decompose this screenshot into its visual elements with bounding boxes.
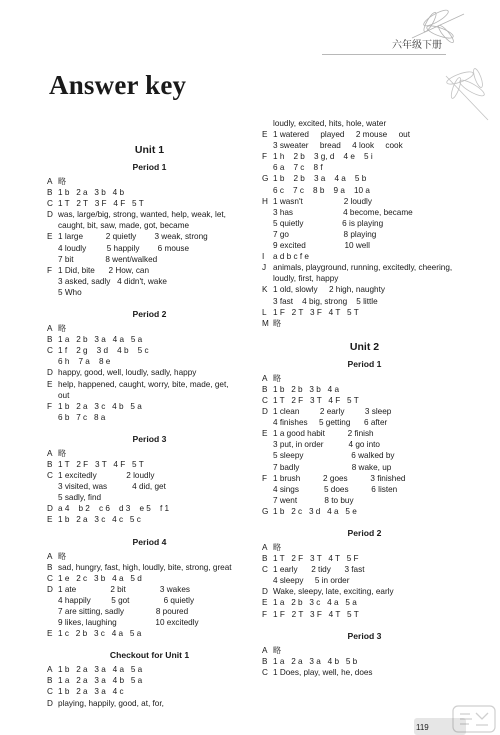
answer-text: 略 [58, 177, 67, 186]
answer-text: 1 b 2 a 3 b 4 b [58, 188, 124, 198]
answer-row [47, 562, 252, 573]
exercise-letter: H [262, 196, 268, 206]
answer-text: animals, playground, running, excitedly, cheering, [273, 263, 453, 273]
exercise-letter: D [47, 504, 53, 514]
exercise-letter: B [47, 459, 53, 469]
header-rule [322, 54, 446, 55]
answer-row [262, 251, 467, 262]
answer-continuation: 9 excited 10 well [273, 241, 370, 251]
exercise-letter: C [47, 471, 53, 481]
exercise-letter: C [47, 199, 53, 209]
answer-text: 1 T 2 T 3 F 4 F 5 T [58, 199, 144, 209]
exercise-letter: C [47, 573, 53, 583]
answer-row [47, 401, 252, 412]
period-heading: Period 2 [347, 528, 382, 538]
section-spacer [47, 526, 252, 536]
answer-continuation: 5 quietly 6 is playing [273, 218, 384, 228]
answer-continuation: 4 sleepy 5 in order [273, 576, 350, 586]
answer-text: Wake, sleepy, late, exciting, early [273, 587, 394, 597]
answer-continuation: 3 visited, was 4 did, get [58, 482, 166, 492]
section-spacer [47, 639, 252, 649]
answer-text: 1 large 2 quietly 3 weak, strong [58, 232, 208, 242]
answer-continuation: 3 put, in order 4 go into [273, 440, 380, 450]
exercise-letter: I [262, 252, 265, 262]
answer-continuation: 3 asked, sadly 4 didn't, wake [58, 276, 167, 286]
answer-text: 1 early 2 tidy 3 fast [273, 565, 365, 575]
answer-row [262, 428, 467, 439]
exercise-letter: E [262, 429, 268, 439]
exercise-letter: E [262, 130, 268, 140]
answer-continuation: 9 likes, laughing 10 excitedly [58, 618, 199, 628]
answer-text: a d b c f e [273, 252, 309, 262]
answer-row [47, 334, 252, 345]
answer-continuation: 3 fast 4 big, strong 5 little [273, 296, 378, 306]
exercise-letter: A [47, 551, 53, 561]
answer-row [47, 459, 252, 470]
answer-continuation: 3 has 4 become, became [273, 207, 413, 217]
exercise-letter: F [262, 473, 268, 483]
dragonfly-top-icon [404, 8, 474, 48]
answer-text: 1 e 2 c 3 b 4 a 5 d [58, 573, 142, 583]
answer-row [47, 379, 252, 390]
answer-row [262, 173, 467, 184]
answer-row [262, 395, 467, 406]
exercise-letter: M [262, 318, 269, 328]
exercise-letter: C [262, 565, 268, 575]
exercise-letter: F [262, 152, 268, 162]
answer-text: 略 [273, 645, 282, 655]
answer-continuation: 5 sadly, find [58, 493, 102, 503]
exercise-letter: E [47, 232, 53, 242]
answer-row [47, 198, 252, 209]
answer-continuation: 4 loudly 5 happily 6 mouse [58, 243, 190, 253]
answer-text: help, happened, caught, worry, bite, made, get, [58, 379, 229, 389]
answer-row [47, 628, 252, 639]
answer-text: 1 Does, play, well, he, does [273, 667, 373, 677]
exercise-letter: F [47, 265, 53, 275]
answer-text: sad, hungry, fast, high, loudly, bite, strong, great [58, 562, 232, 572]
answer-continuation: 6 a 7 c 8 f [273, 163, 323, 173]
answer-row [262, 667, 467, 678]
answer-row [262, 151, 467, 162]
answer-continuation: loudly, excited, hits, hole, water [273, 119, 387, 128]
exercise-letter: D [47, 698, 53, 708]
unit-heading: Unit 2 [349, 340, 380, 353]
exercise-letter: D [47, 584, 53, 594]
answer-row [262, 384, 467, 395]
answer-text: 1 F 2 T 3 F 4 T 5 T [273, 307, 359, 317]
answer-continuation: 4 happily 5 got 6 quietly [58, 595, 195, 605]
answer-text: 1 a 2 a 3 a 4 b 5 a [58, 676, 143, 686]
page-number: 119 [416, 723, 429, 732]
answer-row [262, 586, 467, 597]
answer-row [47, 265, 252, 276]
answer-text: happy, good, well, loudly, sadly, happy [58, 368, 197, 378]
answer-row [262, 196, 467, 207]
exercise-letter: K [262, 285, 268, 295]
answer-text: playing, happily, good, at, for, [58, 698, 164, 708]
section-spacer [262, 620, 467, 630]
exercise-letter: A [262, 373, 268, 383]
answer-text: 略 [58, 448, 67, 458]
left-column [47, 143, 252, 709]
answer-continuation: 7 bit 8 went/walked [58, 254, 158, 264]
unit-spacer [262, 329, 467, 340]
answer-text: 1 h 2 b 3 g, d 4 e 5 i [273, 152, 373, 162]
period-heading: Period 1 [132, 162, 167, 172]
exercise-letter: B [47, 562, 53, 572]
answer-row [47, 686, 252, 697]
answer-row [262, 609, 467, 620]
section-spacer [262, 517, 467, 527]
period-heading: Period 2 [132, 309, 167, 320]
answer-text: 1 a 2 b 3 c 4 a 5 a [273, 598, 357, 608]
answer-row [47, 698, 252, 709]
answer-row [262, 373, 467, 384]
answer-continuation: caught, bit, saw, made, got, became [58, 221, 190, 231]
answer-row [262, 553, 467, 564]
answer-row [47, 573, 252, 584]
answer-text: 略 [273, 318, 282, 328]
period-heading: Period 3 [347, 630, 382, 641]
answer-row [47, 675, 252, 686]
answer-text: 略 [58, 551, 67, 561]
exercise-letter: B [47, 676, 53, 686]
answer-continuation: 4 sings 5 does 6 listen [273, 484, 398, 494]
exercise-letter: A [47, 448, 53, 458]
exercise-letter: D [47, 368, 53, 378]
answer-text: 1 b 2 b 3 a 4 a 5 b [273, 174, 367, 184]
exercise-letter: B [262, 656, 268, 666]
answer-text: 略 [58, 324, 67, 334]
answer-row [262, 506, 467, 517]
answer-row [262, 129, 467, 140]
answer-text: a 4 b 2 c 6 d 3 e 5 f 1 [58, 504, 170, 514]
period-heading: Period 4 [132, 536, 167, 547]
answer-row [262, 542, 467, 553]
answer-row [262, 318, 467, 329]
exercise-letter: B [47, 188, 53, 198]
answer-text: 1 b 2 a 3 a 4 c [58, 687, 124, 697]
period-heading: Period 1 [347, 358, 382, 369]
answer-row [47, 231, 252, 242]
exercise-letter: D [47, 210, 53, 220]
answer-text: 1 b 2 a 3 c 4 b 5 a [58, 401, 142, 411]
exercise-letter: L [262, 307, 267, 317]
answer-text: 略 [273, 543, 282, 552]
answer-text: 1 Did, bite 2 How, can [58, 265, 150, 275]
answer-row [262, 284, 467, 295]
exercise-letter: B [262, 554, 268, 564]
exercise-letter: G [262, 174, 269, 184]
exercise-letter: B [47, 335, 53, 345]
answer-row [47, 664, 252, 675]
answer-continuation: 4 finishes 5 getting 6 after [273, 418, 388, 428]
exercise-letter: A [47, 177, 53, 186]
answer-text: 1 excitedly 2 loudly [58, 471, 155, 481]
answer-text: 1 b 2 a 3 c 4 c 5 c [58, 515, 141, 525]
answer-row [47, 514, 252, 525]
period-heading: Period 3 [132, 433, 167, 444]
section-spacer [47, 298, 252, 308]
answer-text: 1 c 2 b 3 c 4 a 5 a [58, 629, 142, 639]
answer-continuation: loudly, first, happy [273, 274, 339, 284]
answer-text: 1 T 2 F 3 T 4 F 5 T [273, 395, 359, 405]
exercise-letter: F [262, 609, 268, 619]
answer-row [262, 645, 467, 656]
answer-continuation: 5 Who [58, 287, 82, 297]
answer-row [262, 564, 467, 575]
answer-row [47, 323, 252, 334]
exercise-letter: D [262, 587, 268, 597]
answer-row [47, 448, 252, 459]
answer-row [262, 262, 467, 273]
answer-text: 1 f 2 g 3 d 4 b 5 c [58, 346, 149, 356]
exercise-letter: E [47, 379, 53, 389]
answer-row [47, 187, 252, 198]
answer-row [262, 406, 467, 417]
exercise-letter: C [262, 667, 268, 677]
answer-row [47, 367, 252, 378]
answer-text: 1 wasn't 2 loudly [273, 196, 372, 206]
exercise-letter: A [47, 324, 53, 334]
answer-row [47, 345, 252, 356]
answer-text: 1 watered played 2 mouse out [273, 130, 410, 140]
answer-row [262, 473, 467, 484]
answer-text: 1 brush 2 goes 3 finished [273, 473, 406, 483]
answer-text: was, large/big, strong, wanted, help, weak, let, [58, 210, 226, 220]
watermark-stamp-icon [452, 704, 496, 734]
page-title: Answer key [49, 70, 187, 100]
exercise-letter: J [262, 263, 267, 273]
exercise-letter: E [47, 629, 53, 639]
answer-continuation: 7 went 8 to buy [273, 495, 354, 505]
answer-continuation: 6 c 7 c 8 b 9 a 10 a [273, 185, 370, 195]
answer-text: 1 b 2 b 3 b 4 a [273, 384, 339, 394]
answer-continuation: 3 sweater bread 4 look cook [273, 141, 403, 151]
answer-continuation: 6 b 7 c 8 a [58, 412, 106, 422]
unit-heading: Unit 1 [134, 144, 165, 156]
answer-row [47, 209, 252, 220]
answer-text: 1 old, slowly 2 high, naughty [273, 285, 385, 295]
exercise-letter: C [262, 395, 268, 405]
exercise-letter: C [47, 346, 53, 356]
answer-continuation: 7 are sitting, sadly 8 poured [58, 607, 189, 616]
answer-row [262, 597, 467, 608]
answer-row [262, 656, 467, 667]
period-heading: Checkout for Unit 1 [109, 650, 190, 661]
book-label: 六年级下册 [392, 40, 442, 51]
answer-continuation: out [58, 390, 70, 400]
exercise-letter: E [262, 598, 268, 608]
answer-text: 1 a 2 a 3 a 4 b 5 b [273, 656, 358, 666]
answer-row [47, 176, 252, 187]
answer-continuation: 6 h 7 a 8 e [58, 357, 111, 367]
section-spacer [47, 423, 252, 433]
answer-row [47, 470, 252, 481]
answer-text: 1 clean 2 early 3 sleep [273, 407, 392, 417]
exercise-letter: D [262, 407, 268, 417]
answer-row [47, 551, 252, 562]
answer-row [47, 503, 252, 514]
answer-text: 1 a good habit 2 finish [273, 429, 374, 439]
answer-text: 1 F 2 T 3 F 4 T 5 T [273, 609, 359, 619]
answer-text: 1 b 2 c 3 d 4 a 5 e [273, 506, 357, 516]
exercise-letter: C [47, 687, 53, 697]
answer-text: 1 b 2 a 3 a 4 a 5 a [58, 665, 143, 675]
exercise-letter: G [262, 506, 269, 516]
answer-row [47, 584, 252, 595]
exercise-letter: A [262, 645, 268, 655]
exercise-letter: F [47, 401, 53, 411]
answer-text: 1 a 2 b 3 a 4 a 5 a [58, 335, 143, 345]
answer-continuation: 5 sleepy 6 walked by [273, 451, 395, 461]
answer-text: 1 T 2 F 3 T 4 F 5 T [58, 459, 144, 469]
exercise-letter: E [47, 515, 53, 525]
exercise-letter: A [47, 665, 53, 675]
exercise-letter: B [262, 384, 268, 394]
answer-row [262, 307, 467, 318]
answer-text: 略 [273, 373, 282, 383]
answer-continuation: 7 badly 8 wake, up [273, 462, 392, 472]
right-column [262, 118, 467, 678]
answer-text: 1 T 2 F 3 T 4 T 5 F [273, 554, 359, 564]
answer-text: 1 ate 2 bit 3 wakes [58, 584, 190, 594]
answer-continuation: 7 go 8 playing [273, 229, 377, 239]
exercise-letter: A [262, 543, 268, 552]
